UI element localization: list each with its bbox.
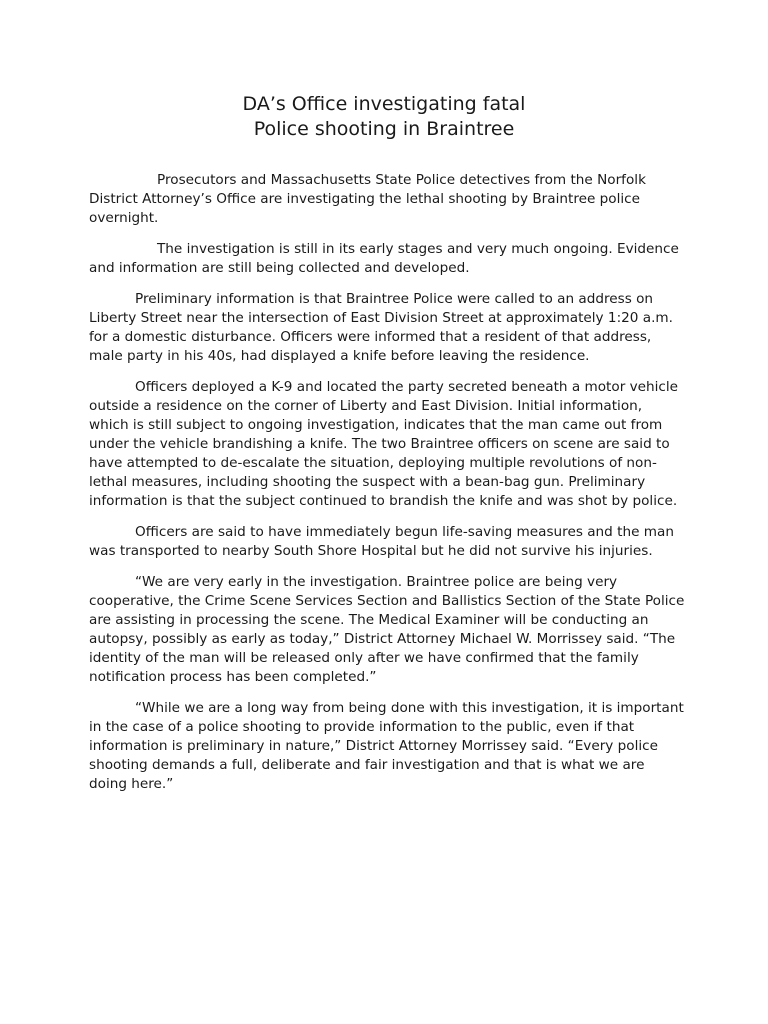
paragraph-preliminary-information: Preliminary information is that Braintree Police were called to an address on Liberty Street near the intersection of East Division Street at approximately 1:20 a.m. for a domestic disturbance. Officers were informed that a resident of that address, male party in his 40s, had displayed a knife before leaving the residence.: [89, 291, 673, 364]
article-title-line-2: Police shooting in Braintree: [253, 118, 515, 140]
article-title-line-1: DA’s Office investigating fatal: [242, 93, 526, 115]
paragraph-da-quote-2: “While we are a long way from being done with this investigation, it is important in the case of a police shooting to provide information to the public, even if that information is preliminary in nature,” District Attorney Morrissey said. “Every police shooting demands a full, deliberate and fair investigation and that is what we are doing here.”: [89, 700, 684, 792]
article-title: [0, 92, 768, 142]
article-body: [89, 171, 685, 806]
paragraph-prosecutors: Prosecutors and Massachusetts State Police detectives from the Norfolk District Attorney’s Office are investigating the lethal shooting by Braintree police overnight.: [89, 172, 646, 226]
paragraph-life-saving: Officers are said to have immediately begun life-saving measures and the man was transported to nearby South Shore Hospital but he did not survive his injuries.: [89, 524, 674, 559]
paragraph-k9-deployment: Officers deployed a K-9 and located the party secreted beneath a motor vehicle outside a residence on the corner of Liberty and East Division. Initial information, which is still subject to ongoing investigation, indicates that the man came out from under the vehicle brandishing a knife. The two Braintree officers on scene are said to have attempted to de-escalate the situation, deploying multiple revolutions of non-lethal measures, including shooting the suspect with a bean-bag gun. Preliminary information is that the subject continued to brandish the knife and was shot by police.: [89, 379, 679, 509]
paragraph-da-quote-1: “We are very early in the investigation. Braintree police are being very cooperative, the Crime Scene Services Section and Ballistics Section of the State Police are assisting in processing the scene. The Medical Examiner will be conducting an autopsy, possibly as early as today,” District Attorney Michael W. Morrissey said. “The identity of the man will be released only after we have confirmed that the family notification process has been completed.”: [89, 574, 685, 685]
paragraph-investigation-status: The investigation is still in its early stages and very much ongoing. Evidence and information are still being collected and developed.: [89, 241, 679, 276]
